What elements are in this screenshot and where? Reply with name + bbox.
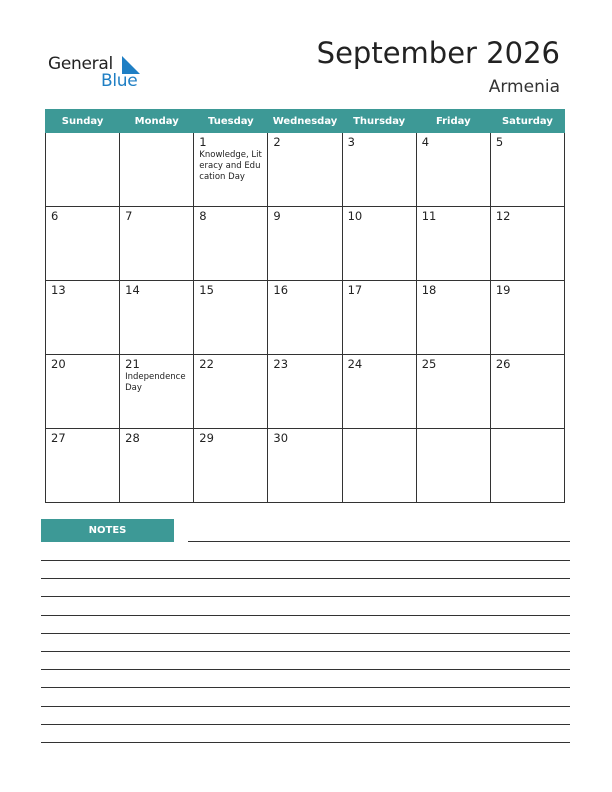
notes-line [41,706,570,707]
notes-line [41,669,570,670]
calendar-grid [45,109,565,503]
day-cell [46,133,120,207]
day-cell [268,281,342,355]
notes-line [41,742,570,743]
logo-word-blue: Blue [101,71,138,91]
day-cell [416,281,490,355]
day-cell [490,207,564,281]
day-number: 9 [273,209,281,223]
generalblue-logo [48,54,158,94]
day-number: 13 [51,283,66,297]
day-number: 22 [199,357,214,371]
weekday-header-friday: Friday [416,110,490,133]
week-row [46,281,565,355]
notes-line [41,651,570,652]
day-cell [342,429,416,503]
week-row [46,429,565,503]
day-number: 21 [125,357,140,371]
day-cell [46,429,120,503]
day-number: 23 [273,357,289,371]
week-row [46,133,565,207]
day-cell [268,429,342,503]
week-row [46,355,565,429]
day-cell [268,133,342,207]
notes-line [41,633,570,634]
day-cell [416,133,490,207]
day-number: 30 [273,431,289,445]
day-cell [268,355,342,429]
day-number: 5 [495,135,504,149]
day-number: 18 [421,283,437,297]
day-number: 3 [347,135,355,149]
day-cell [46,281,120,355]
page-title: September 2026 [316,36,560,70]
notes-line [41,615,570,616]
holiday-label: Independence Day [125,372,186,393]
logo-word-general: General [48,54,113,74]
day-cell [490,355,564,429]
notes-line [188,541,570,542]
day-cell [46,355,120,429]
day-number: 15 [199,283,214,297]
day-cell [490,429,564,503]
day-cell [342,281,416,355]
notes-line [41,578,570,579]
day-cell [194,355,268,429]
day-number: 27 [51,431,66,445]
day-cell [46,207,120,281]
day-cell [342,207,416,281]
day-cell [120,207,194,281]
day-cell [194,429,268,503]
day-number: 7 [125,209,133,223]
day-number: 19 [495,283,511,297]
day-cell [120,355,194,429]
weekday-header-sunday: Sunday [46,110,120,133]
day-number: 4 [421,135,430,149]
day-cell [416,355,490,429]
day-number: 2 [273,135,281,149]
day-number: 20 [51,357,66,371]
day-cell [194,207,268,281]
week-row [46,207,565,281]
day-number: 29 [199,431,214,445]
weekday-header-tuesday: Tuesday [194,110,268,133]
day-number: 10 [347,209,363,223]
day-cell [490,133,564,207]
day-cell [416,429,490,503]
day-number: 8 [199,209,207,223]
notes-line [41,724,570,725]
day-cell [268,207,342,281]
holiday-label: Knowledge, Literacy and Education Day [199,150,262,182]
country-name: Armenia [488,77,560,97]
day-number: 14 [125,283,140,297]
day-cell [490,281,564,355]
notes-line [41,687,570,688]
day-cell [194,133,268,207]
notes-line [41,596,570,597]
day-cell [120,281,194,355]
weekday-header-monday: Monday [120,110,194,133]
weekday-header-saturday: Saturday [490,110,564,133]
day-number: 26 [495,357,511,371]
day-cell [416,207,490,281]
day-number: 16 [273,283,289,297]
day-number: 12 [495,209,511,223]
day-number: 11 [421,209,437,223]
day-number: 17 [347,283,363,297]
day-cell [342,133,416,207]
day-number: 1 [199,135,207,149]
notes-label: NOTES [41,519,174,542]
weekday-header-wednesday: Wednesday [268,110,342,133]
weekday-header-thursday: Thursday [342,110,416,133]
day-cell [194,281,268,355]
day-number: 24 [347,357,363,371]
day-number: 6 [51,209,59,223]
day-number: 28 [125,431,140,445]
notes-line [41,560,570,561]
day-cell [342,355,416,429]
day-cell [120,133,194,207]
weekday-header-row [46,110,565,133]
day-cell [120,429,194,503]
day-number: 25 [421,357,437,371]
